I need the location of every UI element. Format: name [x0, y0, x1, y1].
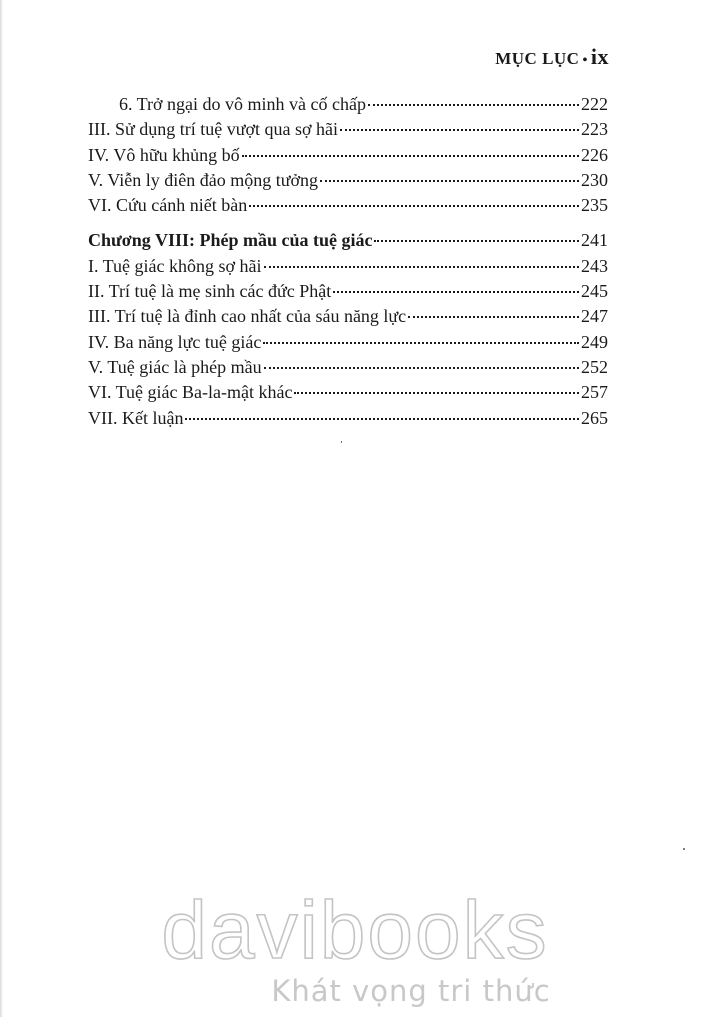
dot-leader [294, 386, 579, 394]
toc-entry-page: 230 [581, 169, 608, 190]
dot-leader [320, 174, 579, 182]
watermark [0, 885, 702, 1008]
toc-entry [88, 143, 608, 168]
toc-entry-page: 223 [581, 119, 608, 140]
toc-entry-label: II. Trí tuệ là mẹ sinh các đức Phật [88, 281, 332, 302]
toc-entry-page: 257 [581, 382, 608, 403]
page-number: ix [590, 44, 609, 69]
dot-leader [408, 310, 579, 318]
toc-entry-page: 241 [581, 230, 608, 251]
toc-entry-page: 222 [581, 94, 608, 114]
toc-entry [88, 304, 608, 329]
section-title: MỤC LỤC [495, 49, 580, 68]
toc-entry [88, 254, 608, 279]
toc-entry [88, 406, 608, 431]
dot-leader [249, 199, 579, 207]
scan-speck [683, 848, 685, 850]
dot-leader [242, 149, 579, 157]
watermark-tagline: Khát vọng tri thức [271, 974, 551, 1008]
toc-entry-page: 243 [581, 255, 608, 276]
toc-entry-label: IV. Ba năng lực tuệ giác [88, 331, 262, 352]
toc-entry-label: VI. Tuệ giác Ba-la-mật khác [88, 382, 293, 403]
dot-leader [264, 361, 579, 369]
dot-leader [264, 260, 579, 268]
toc-entry-label: IV. Vô hữu khủng bố [88, 144, 240, 165]
toc-entry-page: 245 [581, 281, 608, 302]
page-edge [0, 0, 3, 1017]
dot-leader [340, 123, 579, 131]
toc-entry [88, 380, 608, 405]
toc-entry-label: Chương VIII: Phép mầu của tuệ giác [88, 230, 373, 251]
running-header [495, 44, 609, 70]
toc-entry-page: 249 [581, 331, 608, 352]
dot-leader [374, 234, 579, 242]
toc-entry [88, 92, 608, 117]
toc-entry-label: III. Sử dụng trí tuệ vượt qua sợ hãi [88, 119, 339, 140]
toc-entry-label: VII. Kết luận [88, 407, 184, 428]
toc-entry-label: 6. Trở ngại do vô minh và cố chấp [119, 94, 366, 114]
dot-leader [263, 336, 579, 344]
dot-leader [333, 285, 579, 293]
dot-leader [368, 98, 579, 106]
toc-entry-page: 265 [581, 407, 608, 428]
toc-entry [88, 193, 608, 218]
dot-leader [185, 412, 579, 420]
table-of-contents [88, 92, 608, 431]
toc-entry [88, 355, 608, 380]
watermark-logo: davibooks [161, 885, 549, 976]
toc-entry [88, 279, 608, 304]
toc-entry-label: III. Trí tuệ là đỉnh cao nhất của sáu năng lực [88, 306, 407, 327]
toc-entry-label: VI. Cứu cánh niết bàn [88, 195, 248, 216]
toc-entry-page: 247 [581, 306, 608, 327]
toc-entry-page: 226 [581, 144, 608, 165]
toc-entry [88, 330, 608, 355]
toc-entry-label: V. Viễn ly điên đảo mộng tưởng [88, 169, 319, 190]
toc-entry-label: I. Tuệ giác không sợ hãi [88, 255, 262, 276]
toc-entry-page: 235 [581, 195, 608, 216]
toc-entry-page: 252 [581, 356, 608, 377]
toc-chapter-heading [88, 228, 608, 253]
scan-speck [341, 441, 342, 443]
toc-entry-label: V. Tuệ giác là phép mầu [88, 356, 262, 377]
header-bullet: • [582, 53, 588, 68]
toc-entry [88, 168, 608, 193]
toc-entry [88, 117, 608, 142]
